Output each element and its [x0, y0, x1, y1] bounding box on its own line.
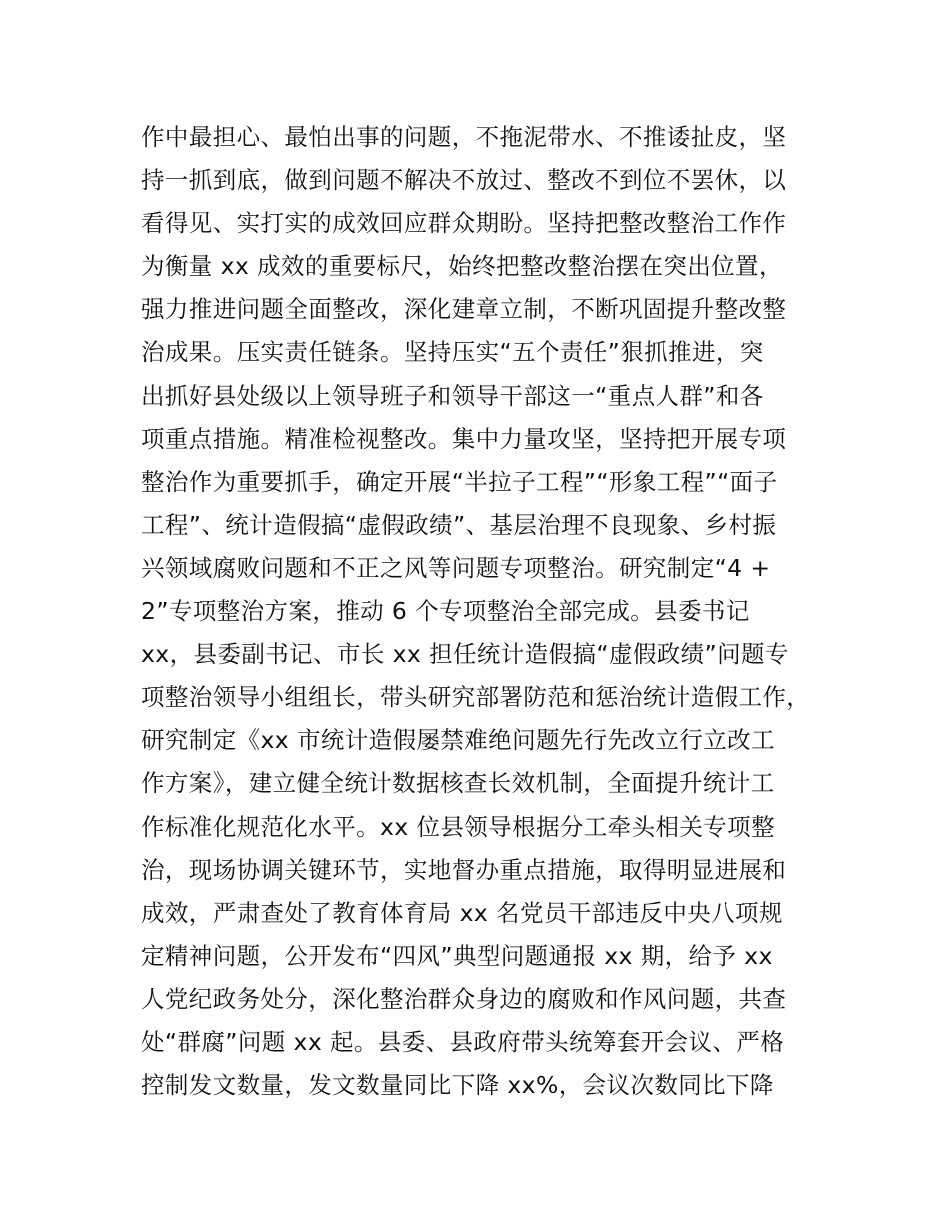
- text-line: 出抓好县处级以上领导班子和领导干部这一“重点人群”和各: [141, 381, 764, 410]
- text-line: 人党纪政务处分，深化整治群众身边的腐败和作风问题，共查: [141, 984, 787, 1013]
- text-line: 成效，严肃查处了教育体育局 xx 名党员干部违反中央八项规: [141, 898, 783, 927]
- text-line: 作方案》，建立健全统计数据核查长效机制，全面提升统计工: [141, 769, 775, 798]
- text-line: 控制发文数量，发文数量同比下降 xx%，会议次数同比下降: [141, 1071, 774, 1100]
- text-line: 工程”、统计造假搞“虚假政绩”、基层治理不良现象、乡村振: [141, 510, 777, 539]
- text-line: 项整治领导小组组长，带头研究部署防范和惩治统计造假工作，: [141, 683, 811, 712]
- text-line: 看得见、实打实的成效回应群众期盼。坚持把整改整治工作作: [141, 209, 787, 238]
- text-line: 强力推进问题全面整改，深化建章立制，不断巩固提升整改整: [141, 295, 787, 324]
- text-line: 兴领域腐败问题和不正之风等问题专项整治。研究制定“4 +: [141, 553, 771, 582]
- text-line: 持一抓到底，做到问题不解决不放过、整改不到位不罢休，以: [141, 166, 787, 195]
- text-line: 作中最担心、最怕出事的问题，不拖泥带水、不推诿扯皮，坚: [141, 123, 787, 151]
- text-line: 治成果。压实责任链条。坚持压实“五个责任”狠抓推进，突: [141, 338, 764, 367]
- text-line: 研究制定《xx 市统计造假屡禁难绝问题先行先改立行立改工: [141, 726, 775, 755]
- text-line: 作标准化规范化水平。xx 位县领导根据分工牵头相关专项整: [141, 812, 775, 841]
- text-line: 治，现场协调关键环节，实地督办重点措施，取得明显进展和: [141, 855, 787, 884]
- text-line: 定精神问题，公开发布“四风”典型问题通报 xx 期，给予 xx: [141, 941, 773, 970]
- text-line: xx，县委副书记、市长 xx 担任统计造假搞“虚假政绩”问题专: [141, 640, 789, 669]
- text-line: 项重点措施。精准检视整改。集中力量攻坚，坚持把开展专项: [141, 424, 787, 453]
- text-line: 2”专项整治方案，推动 6 个专项整治全部完成。县委书记: [141, 597, 750, 626]
- text-line: 处“群腐”问题 xx 起。县委、县政府带头统筹套开会议、严格: [141, 1027, 785, 1056]
- text-line: 为衡量 xx 成效的重要标尺，始终把整改整治摆在突出位置，: [141, 252, 783, 281]
- text-line: 整治作为重要抓手，确定开展“半拉子工程”“形象工程”“面子: [141, 467, 778, 496]
- body-paragraph: [141, 116, 841, 1107]
